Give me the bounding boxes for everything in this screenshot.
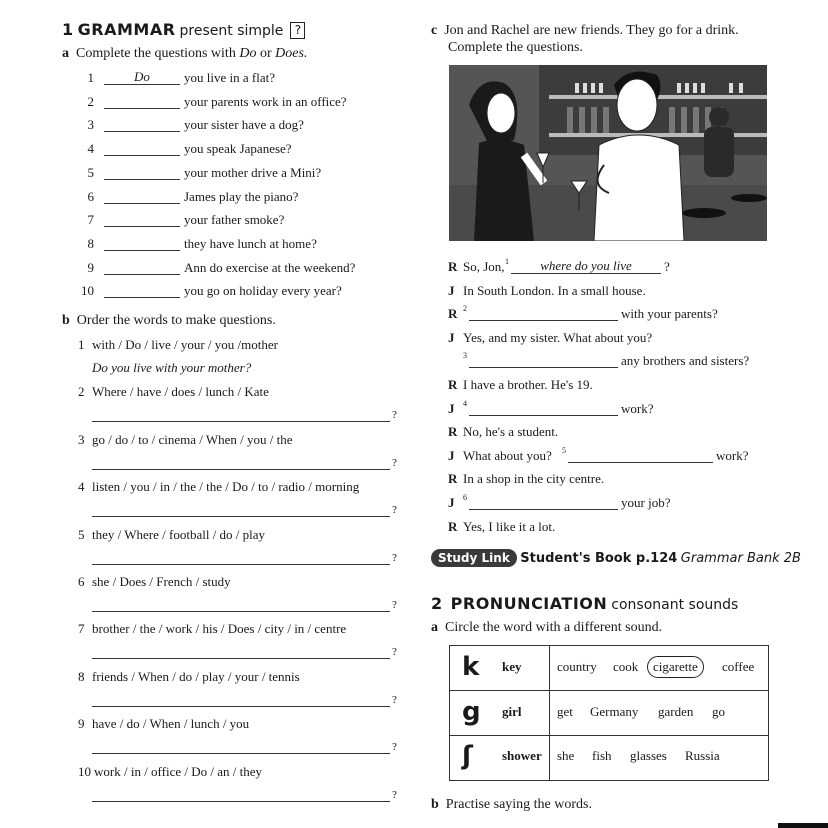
sound-word[interactable]: coffee xyxy=(722,659,755,674)
dialogue-line xyxy=(448,495,768,513)
exercise-letter: b xyxy=(431,797,439,812)
question-text: James play the piano? xyxy=(184,188,299,204)
answer-line[interactable] xyxy=(469,320,618,321)
scrambled-words: friends / When / do / play / your / tennis xyxy=(92,668,300,684)
answer-line[interactable] xyxy=(92,421,390,422)
question-text: your sister have a dog? xyxy=(184,117,304,133)
dialogue-line xyxy=(448,283,768,301)
key-word: key xyxy=(502,659,522,674)
speech-text: Yes, and my sister. What about you? xyxy=(463,329,653,345)
sound-word[interactable]: get xyxy=(557,703,573,719)
speech-text: your job? xyxy=(621,495,671,510)
answer-line[interactable] xyxy=(92,564,390,565)
speaker: R xyxy=(448,306,458,322)
item-number: 1 xyxy=(78,337,85,352)
question-text: your parents work in an office? xyxy=(184,93,347,109)
answer-line[interactable] xyxy=(92,753,390,754)
question-text: your mother drive a Mini? xyxy=(184,164,322,180)
sound-word[interactable]: glasses xyxy=(630,748,667,763)
exercise-b-item xyxy=(78,384,408,428)
question-text: they have lunch at home? xyxy=(184,235,317,251)
speaker: R xyxy=(448,259,458,274)
exercise-b-item xyxy=(78,479,408,523)
gap-number: 3 xyxy=(463,351,467,361)
question-text: you speak Japanese? xyxy=(184,141,292,157)
item-number: 1 xyxy=(87,70,94,85)
answer-line[interactable] xyxy=(469,509,618,510)
item-number: 2 xyxy=(87,93,94,109)
scrambled-words: they / Where / football / do / play xyxy=(92,526,266,542)
section-title: GRAMMAR xyxy=(77,20,176,39)
instruction-or: or xyxy=(256,46,276,61)
question-mark: ? xyxy=(392,646,397,659)
question-mark: ? xyxy=(392,599,397,611)
sound-word[interactable]: Germany xyxy=(590,703,639,719)
gap-number: 6 xyxy=(463,493,467,502)
answer-line[interactable] xyxy=(92,706,390,707)
item-number: 10 xyxy=(78,763,91,779)
dialogue-line xyxy=(448,424,768,442)
bar-scene-illustration xyxy=(449,65,767,241)
sound-word[interactable]: fish xyxy=(592,748,612,763)
item-number: 7 xyxy=(87,212,94,228)
question-text: Ann do exercise at the weekend? xyxy=(184,259,356,275)
instruction-line-1: Jon and Rachel are new friends. They go for a drink. xyxy=(444,23,739,38)
dialogue-line xyxy=(448,353,768,371)
section-number: 1 xyxy=(62,20,74,39)
exercise-letter: c xyxy=(431,23,438,38)
gap-number: 2 xyxy=(463,304,467,314)
sound-word[interactable]: country xyxy=(557,659,597,674)
question-text: you go on holiday every year? xyxy=(184,283,342,299)
dialogue-line xyxy=(448,445,768,466)
exercise-a-item xyxy=(80,70,400,88)
item-number: 3 xyxy=(87,117,94,133)
pron-b-instruction xyxy=(431,797,592,813)
answer-line[interactable] xyxy=(104,274,180,275)
speech-text: In a shop in the city centre. xyxy=(463,471,605,487)
sound-word[interactable]: cook xyxy=(613,659,639,674)
key-word: shower xyxy=(502,748,542,763)
speaker: R xyxy=(448,424,458,440)
stool xyxy=(731,194,767,202)
stool xyxy=(682,208,726,218)
answer-line[interactable] xyxy=(104,108,180,109)
item-number: 4 xyxy=(78,479,85,495)
item-number: 6 xyxy=(87,188,94,204)
answer-line[interactable] xyxy=(104,250,180,251)
question-mark: ? xyxy=(392,693,397,706)
answer-line[interactable] xyxy=(92,516,390,517)
sound-word[interactable]: go xyxy=(712,703,725,719)
exercise-a-item xyxy=(80,189,400,207)
exercise-a-instruction xyxy=(62,46,307,62)
item-number: 9 xyxy=(78,716,85,732)
answer-line[interactable] xyxy=(469,367,618,368)
exercise-c-instruction xyxy=(431,23,739,39)
scrambled-words: with / Do / live / your / you /mother xyxy=(92,337,278,352)
speaker: J xyxy=(448,495,455,510)
speaker: R xyxy=(448,377,458,392)
item-number: 4 xyxy=(87,141,94,157)
exercise-a-item xyxy=(80,165,400,183)
speech-text: In South London. In a small house. xyxy=(463,282,646,298)
answer-line[interactable] xyxy=(104,226,180,227)
pron-a-instruction xyxy=(431,620,662,636)
item-number: 9 xyxy=(87,259,94,275)
sound-row xyxy=(450,735,768,779)
exercise-b-item xyxy=(78,716,408,760)
answer-line[interactable] xyxy=(104,155,180,156)
instruction-text: Practise saying the words. xyxy=(445,797,592,812)
section-2-header xyxy=(431,594,738,614)
exercise-letter: b xyxy=(62,313,70,328)
speaker: R xyxy=(448,518,458,534)
scrambled-words: she / Does / French / study xyxy=(92,574,231,589)
speech-text: ? xyxy=(664,259,670,274)
sounds-table xyxy=(449,645,769,781)
speech-text: What about you? xyxy=(463,447,552,463)
exercise-a-item xyxy=(80,212,400,230)
item-number: 8 xyxy=(78,668,85,684)
speech-text: So, Jon, xyxy=(463,259,505,274)
study-link-bank: Grammar Bank 2B xyxy=(680,551,801,566)
answer-line[interactable] xyxy=(104,203,180,204)
question-mark: ? xyxy=(392,788,397,801)
question-mark: ? xyxy=(392,456,397,469)
exercise-a-item xyxy=(80,117,400,135)
man-face xyxy=(617,79,657,131)
sound-word[interactable]: garden xyxy=(658,703,694,719)
answer-line[interactable] xyxy=(92,801,390,802)
scrambled-words: brother / the / work / his / Does / city / in / centre xyxy=(92,621,347,637)
sound-row xyxy=(450,646,768,690)
item-number: 2 xyxy=(78,384,85,400)
gap-number: 1 xyxy=(505,257,509,266)
exercise-b-item xyxy=(78,669,408,713)
item-number: 8 xyxy=(87,235,94,251)
study-link xyxy=(431,551,801,567)
speech-text: work? xyxy=(716,447,749,463)
sound-symbol: ʃ xyxy=(462,741,473,771)
exercise-letter: a xyxy=(431,620,438,635)
speech-text: Yes, I like it a lot. xyxy=(463,518,556,534)
exercise-a-item xyxy=(80,94,400,112)
answer-line[interactable] xyxy=(92,469,390,470)
dialogue-line xyxy=(448,398,768,419)
shelf xyxy=(549,133,767,137)
section-number: 2 xyxy=(431,594,443,613)
dialogue-line xyxy=(448,377,768,395)
sound-word[interactable]: Russia xyxy=(685,748,720,763)
bartender-body xyxy=(704,127,734,177)
woman-face xyxy=(487,93,515,133)
question-text: your father smoke? xyxy=(184,212,285,228)
example-answer: Do you live with your mother? xyxy=(92,360,252,375)
instruction-text: Order the words to make questions. xyxy=(76,313,276,328)
item-number: 10 xyxy=(81,283,94,299)
dialogue-line xyxy=(448,306,768,324)
answer-line[interactable] xyxy=(92,611,390,612)
help-icon[interactable]: ? xyxy=(290,22,305,39)
speech-text: No, he's a student. xyxy=(463,424,559,440)
scrambled-words: listen / you / in / the / the / Do / to / radio / morning xyxy=(92,479,360,495)
circled-word[interactable]: cigarette xyxy=(647,656,704,678)
dialogue-line xyxy=(448,519,768,537)
gap-number: 5 xyxy=(562,445,566,455)
exercise-a-item xyxy=(80,283,400,301)
exercise-b-item xyxy=(78,764,408,808)
sound-word[interactable]: she xyxy=(557,748,575,763)
section-subtitle: consonant sounds xyxy=(611,597,739,613)
question-text: you live in a flat? xyxy=(184,70,275,85)
item-number: 5 xyxy=(87,164,94,180)
item-number: 7 xyxy=(78,621,85,637)
exercise-b-item xyxy=(78,337,408,381)
exercise-b-item xyxy=(78,432,408,476)
study-link-book: Student's Book p.124 xyxy=(520,551,678,566)
study-link-badge: Study Link xyxy=(431,549,517,567)
bartender-head xyxy=(709,107,729,127)
speaker: J xyxy=(448,400,455,416)
man-shirt xyxy=(594,135,684,241)
item-number: 6 xyxy=(78,574,85,589)
speaker: J xyxy=(448,447,455,463)
answer-line[interactable] xyxy=(104,179,180,180)
answer-line[interactable] xyxy=(104,131,180,132)
speech-text: with your parents? xyxy=(621,306,718,322)
speech-text: I have a brother. He's 19. xyxy=(463,377,593,392)
dialogue-line xyxy=(448,330,768,348)
instruction-does: Does. xyxy=(275,46,308,61)
scrambled-words: go / do / to / cinema / When / you / the xyxy=(92,431,293,447)
answer-line[interactable] xyxy=(568,462,713,463)
speech-text: any brothers and sisters? xyxy=(621,353,750,369)
exercise-b-item xyxy=(78,574,408,618)
question-mark: ? xyxy=(392,741,397,754)
exercise-letter: a xyxy=(62,46,69,61)
section-title: PRONUNCIATION xyxy=(450,594,608,613)
dialogue-line xyxy=(448,471,768,489)
exercise-a-item xyxy=(80,141,400,159)
question-mark: ? xyxy=(392,551,397,564)
gap-number: 4 xyxy=(463,398,467,408)
instruction-do: Do xyxy=(239,46,257,61)
dialogue-line xyxy=(448,259,768,277)
exercise-a-item xyxy=(80,260,400,278)
instruction-text: Circle the word with a different sound. xyxy=(445,620,663,635)
answer-line[interactable] xyxy=(104,297,180,298)
sound-row xyxy=(450,691,768,735)
speaker: J xyxy=(448,282,455,298)
question-mark: ? xyxy=(392,409,397,422)
scrambled-words: Where / have / does / lunch / Kate xyxy=(92,384,269,400)
scrambled-words: work / in / office / Do / an / they xyxy=(94,763,263,779)
key-word: girl xyxy=(502,703,522,719)
speaker: J xyxy=(448,329,455,345)
instruction-text: Complete the questions with xyxy=(76,46,240,61)
answer-line[interactable] xyxy=(92,658,390,659)
exercise-b-instruction xyxy=(62,313,276,329)
page-edge-bar xyxy=(778,823,828,828)
exercise-b-item xyxy=(78,527,408,571)
sound-symbol: k xyxy=(462,652,480,682)
answer-text[interactable]: Do xyxy=(134,69,150,84)
item-number: 5 xyxy=(78,526,85,542)
instruction-line-2: Complete the questions. xyxy=(448,40,583,55)
exercise-a-item xyxy=(80,236,400,254)
section-1-header xyxy=(62,20,305,40)
item-number: 3 xyxy=(78,431,85,447)
section-subtitle: present simple xyxy=(179,23,284,39)
answer-line[interactable] xyxy=(469,415,618,416)
answer-text[interactable]: where do you live xyxy=(540,258,632,273)
scrambled-words: have / do / When / lunch / you xyxy=(92,716,250,732)
exercise-b-item xyxy=(78,621,408,665)
question-mark: ? xyxy=(392,504,397,517)
sound-symbol: g xyxy=(462,696,481,727)
speaker: R xyxy=(448,471,458,487)
speech-text: work? xyxy=(621,400,654,416)
